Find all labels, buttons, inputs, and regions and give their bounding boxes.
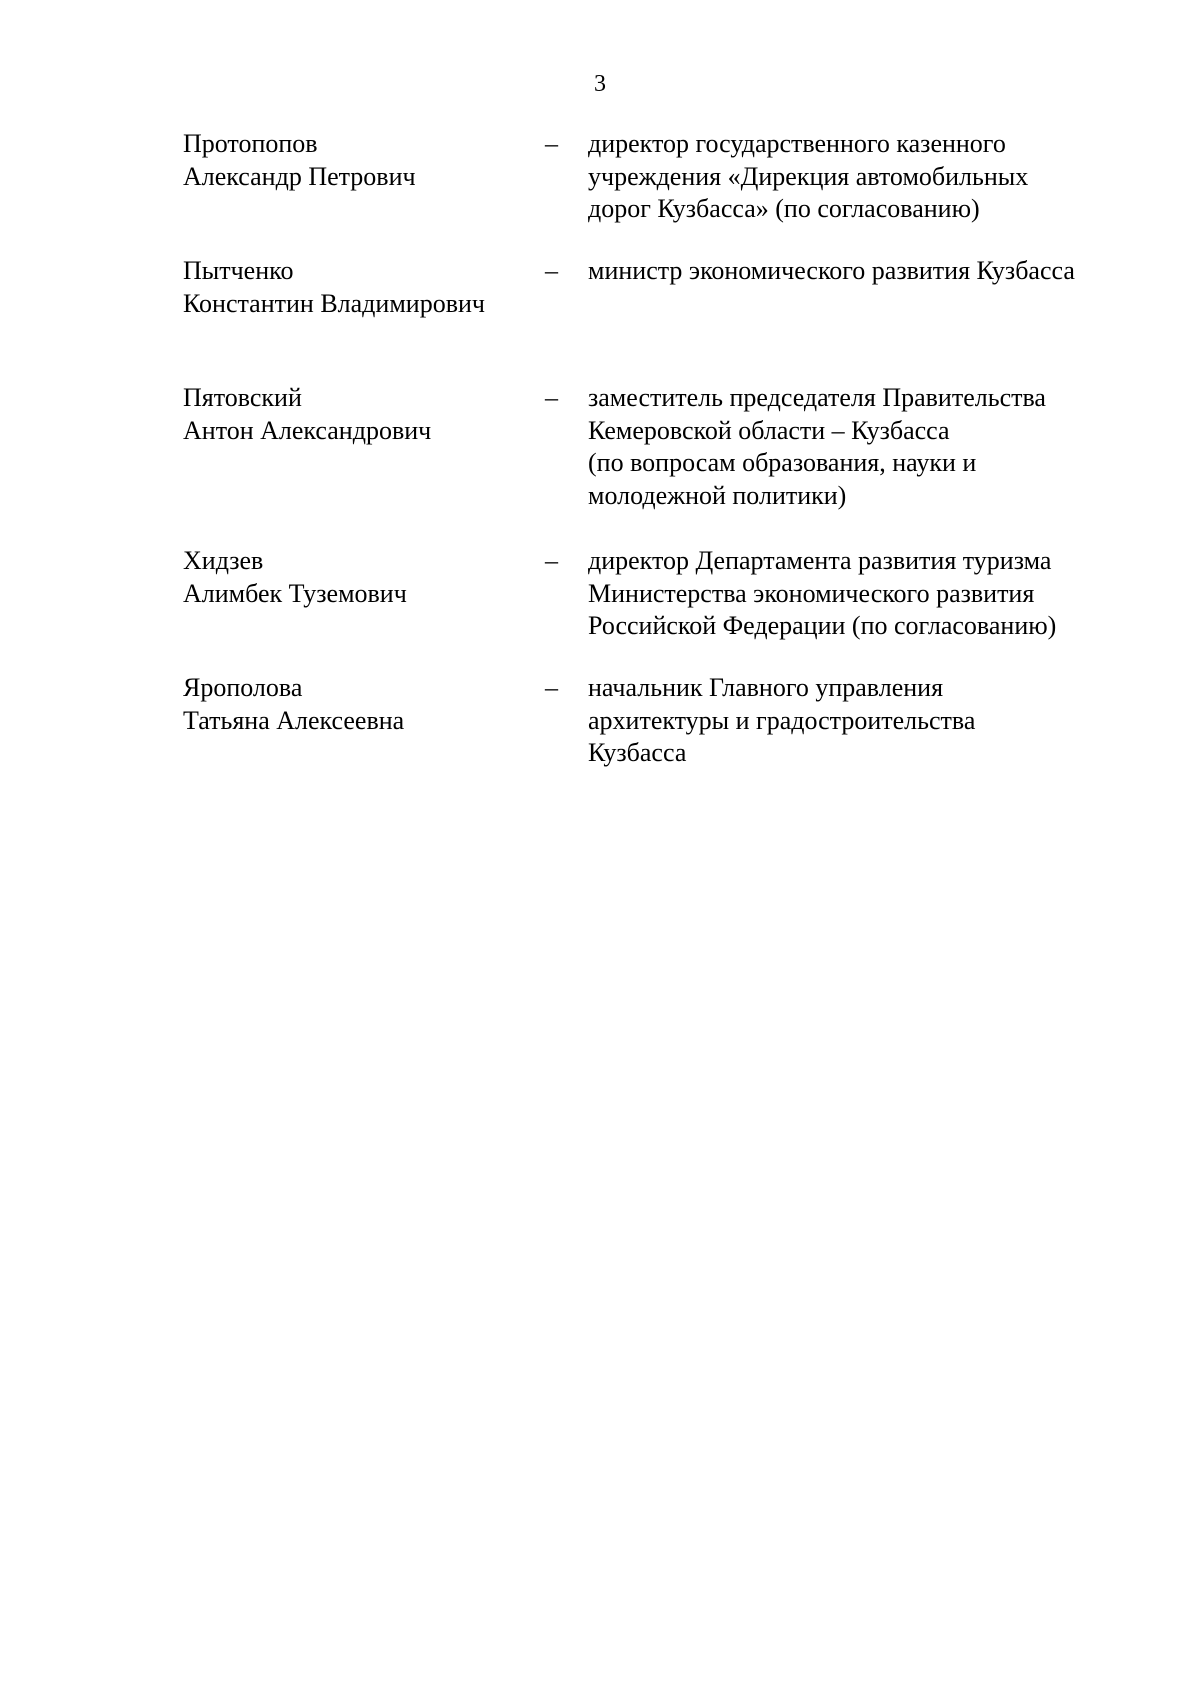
- role-line: Министерства экономического развития: [588, 578, 1035, 608]
- member-surname: Ярополова: [183, 673, 303, 702]
- member-role: [588, 255, 1148, 288]
- separator-dash: –: [545, 546, 558, 575]
- role-line: молодежной политики): [588, 480, 847, 510]
- page-number: 3: [594, 71, 606, 97]
- role-line: министр экономического развития Кузбасса: [588, 256, 1075, 285]
- separator-dash: –: [545, 256, 558, 285]
- separator-dash: –: [545, 673, 558, 702]
- member-given-names: Алимбек Туземович: [183, 578, 407, 608]
- role-line: (по вопросам образования, науки и: [588, 448, 977, 477]
- member-name: [183, 128, 543, 193]
- separator-dash: –: [545, 129, 558, 158]
- member-surname: Пытченко: [183, 256, 294, 285]
- member-surname: Хидзев: [183, 546, 264, 575]
- member-role: [588, 128, 1148, 226]
- member-name: [183, 382, 543, 447]
- member-role: [588, 382, 1148, 512]
- role-line: Российской Федерации (по согласованию): [588, 611, 1057, 640]
- role-line: Кемеровской области – Кузбасса: [588, 415, 950, 445]
- member-surname: Протопопов: [183, 129, 318, 158]
- role-line: архитектуры и градостроительства: [588, 705, 976, 735]
- member-given-names: Александр Петрович: [183, 161, 416, 191]
- role-line: заместитель председателя Правительства: [588, 383, 1046, 412]
- role-line: директор Департамента развития туризма: [588, 546, 1052, 575]
- separator-dash: –: [545, 383, 558, 412]
- role-line: начальник Главного управления: [588, 673, 944, 702]
- member-name: [183, 545, 543, 610]
- member-given-names: Антон Александрович: [183, 415, 432, 445]
- role-line: учреждения «Дирекция автомобильных: [588, 161, 1029, 191]
- role-line: Кузбасса: [588, 738, 687, 767]
- role-line: дорог Кузбасса» (по согласованию): [588, 194, 980, 223]
- member-given-names: Константин Владимирович: [183, 288, 485, 318]
- member-name: [183, 255, 543, 320]
- member-role: [588, 672, 1148, 770]
- role-line: директор государственного казенного: [588, 129, 1006, 158]
- member-given-names: Татьяна Алексеевна: [183, 705, 405, 735]
- member-name: [183, 672, 543, 737]
- member-surname: Пятовский: [183, 383, 302, 412]
- member-role: [588, 545, 1148, 643]
